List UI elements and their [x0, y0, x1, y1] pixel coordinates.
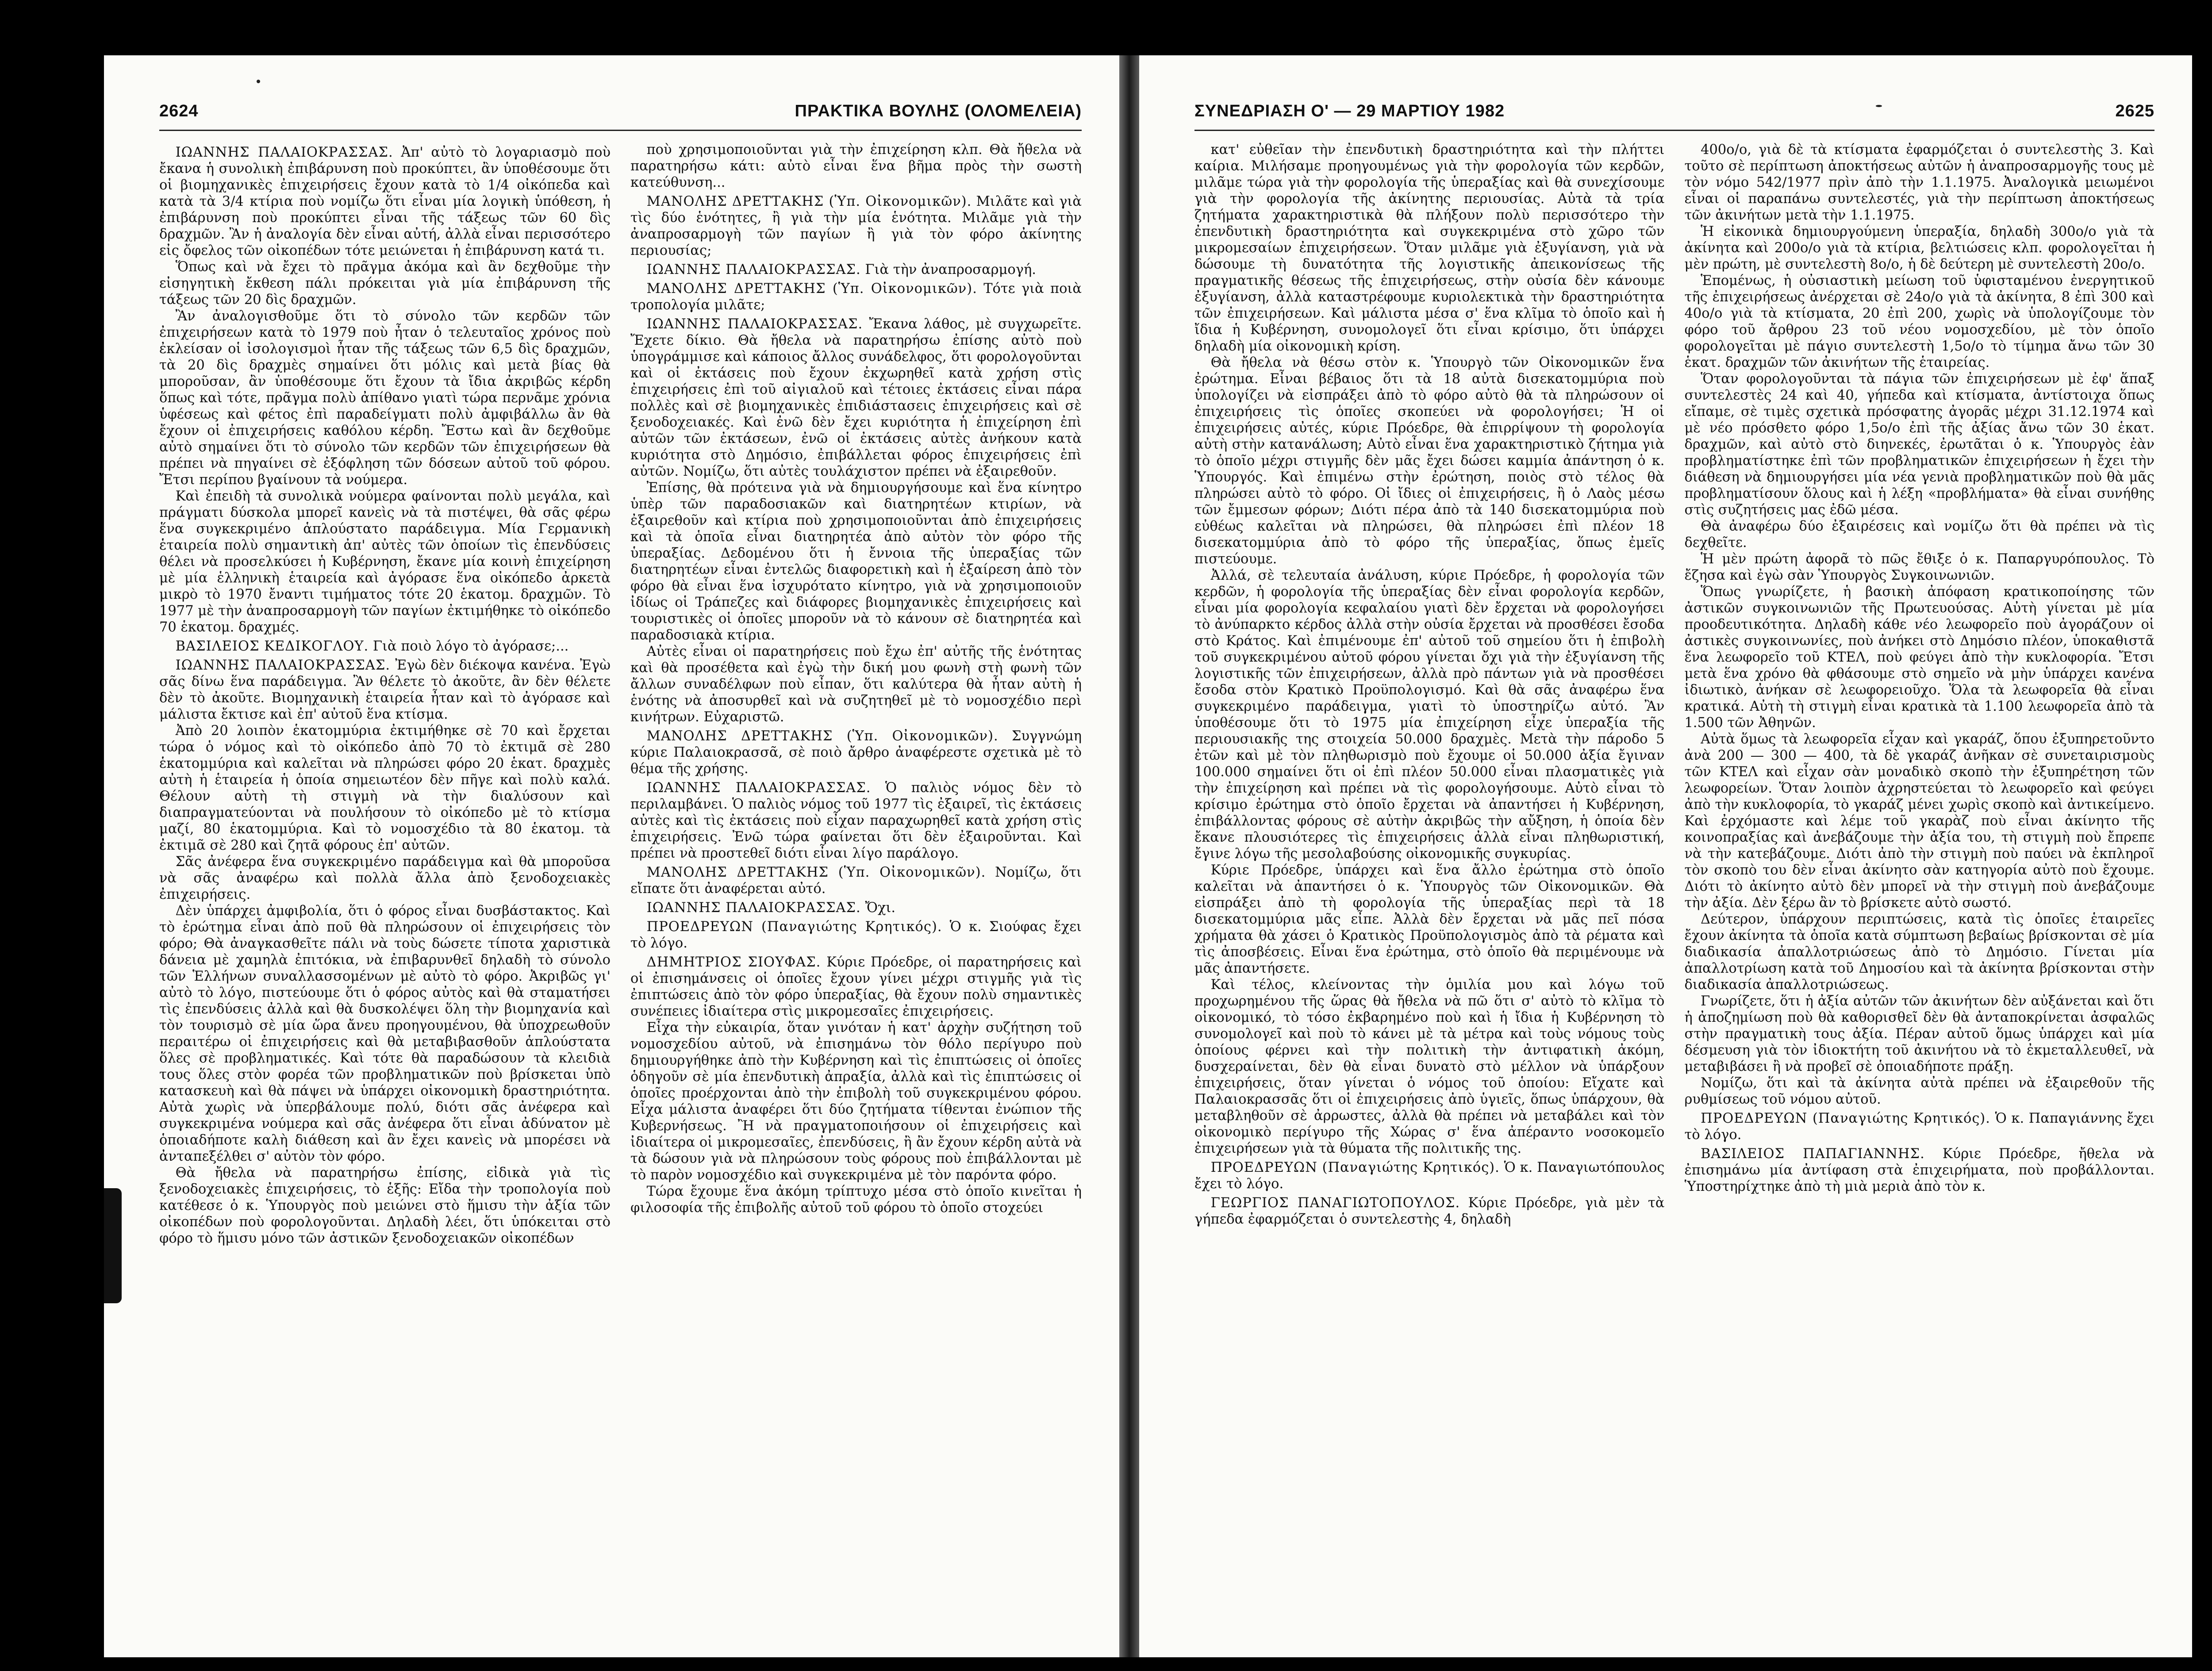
paragraph	[630, 142, 1082, 191]
paragraph-text: Ἂν ἀναλογισθοῦμε ὅτι τὸ σύνολο τῶν κερδῶν τῶν ἐπιχειρήσεων κατὰ τὸ 1979 ποὺ ἦταν ὁ τελευταῖος χρόνος ποὺ ἐκλείσαν οἱ ἰσολογισμοὶ ἦταν τῆς τάξεως τῶν 6,5 δὶς δραχμῶν, τὰ 20 δὶς δραχμὲς σημαίνει ὅτι μόλις καὶ μετὰ βίας θὰ μποροῦσαν, ἂν ὑποθέσουμε ὅτι ἔχουν τὰ ἴδια ἀκριβῶς κέρδη ὅπως καὶ τότε, πρᾶγμα πολὺ ἀπίθανο γιατὶ τώρα περνᾶμε χρόνια ὑφέσεως καὶ φέτος ἐπὶ παραδείγματι πολὺ ἀμφιβάλλω ἂν θὰ ἔχουν οἱ ἐπιχειρήσεις καθόλου κέρδη. Ἔστω καὶ ἂν δεχθοῦμε αὐτὸ σημαίνει ὅτι τὸ σύνολο τῶν κερδῶν τῶν ἐπιχειρήσεων θὰ πρέπει νὰ πηγαίνει σὲ ἐξόφληση τῶν δόσεων αὐτοῦ τοῦ φόρου. Ἔτσι περίπου βγαίνουν τὰ νούμερα.	[159, 308, 611, 488]
column-1	[159, 142, 611, 1617]
paragraph	[1194, 1195, 1665, 1228]
paragraph	[1685, 731, 2155, 911]
paragraph-text: Καὶ ἐπειδὴ τὰ συνολικὰ νούμερα φαίνονται πολὺ μεγάλα, καὶ πράγματι δύσκολα μπορεῖ κανεὶς νὰ τὰ πιστέψει, θὰ σᾶς φέρω ἕνα συγκεκριμένο ἁπλούστατο παράδειγμα. Μία Γερμανικὴ ἑταιρεία πολὺ σημαντικὴ ἀπ' αὐτὲς τῶν ὁποίων τὶς ἐπενδύσεις θέλει νὰ προσελκύσει ἡ Κυβέρνηση, ἔκανε μία κοινὴ ἐπιχείρηση μὲ μία ἑλληνικὴ ἑταιρεία καὶ ἀγόρασε ἕνα οἰκόπεδο ἀρκετὰ μικρὸ τὸ 1970 ἔναντι τιμήματος τότε 20 ἑκατομ. δραχμῶν. Τὸ 1977 μὲ τὴν ἀναπροσαρμογὴ τῶν παγίων ἐκτιμήθηκε τὸ οἰκόπεδο 70 ἑκατομ. δραχμές.	[159, 489, 611, 635]
paragraph	[630, 728, 1082, 777]
paragraph	[1194, 1159, 1665, 1192]
paragraph-text: Ὅπως καὶ νὰ ἔχει τὸ πρᾶγμα ἀκόμα καὶ ἂν δεχθοῦμε τὴν εἰσηγητικὴ ἔκθεση πάλι πρόκειται γιὰ μία ἐπιβάρυνση τῆς τάξεως τῶν 20 δὶς δραχμῶν.	[159, 259, 611, 308]
speaker-name: ΙΩΑΝΝΗΣ ΠΑΛΑΙΟΚΡΑΣΣΑΣ.	[175, 145, 393, 160]
paragraph	[159, 723, 611, 854]
paragraph-text: Γνωρίζετε, ὅτι ἡ ἀξία αὐτῶν τῶν ἀκινήτων δὲν αὐξάνεται καὶ ὅτι ἡ ἀποζημίωση ποὺ θὰ καθορισθεῖ δὲν θὰ ἀνταποκρίνεται ἀσφαλῶς στὴν πραγματικὴ τους ἀξία. Πέραν αὐτοῦ ὅμως ὑπάρχει καὶ μία δέσμευση γιὰ τὸν ἰδιοκτήτη τοῦ ἀκινήτου νὰ τὸ ἐκμεταλλευθεῖ, νὰ μεταβιβάσει ἢ νὰ προβεῖ σὲ ὁποιαδήποτε πράξη.	[1684, 993, 2154, 1074]
paragraph-text: Σᾶς ἀνέφερα ἕνα συγκεκριμένο παράδειγμα καὶ θὰ μποροῦσα νὰ σᾶς ἀναφέρω καὶ πολλὰ ἄλλα ἀπὸ ξενοδοχειακὲς ἐπιχειρήσεις.	[159, 854, 611, 902]
right-page	[1139, 55, 2192, 1657]
paragraph	[1194, 354, 1665, 567]
paragraph	[159, 1165, 611, 1247]
paragraph-text: Γιὰ τὴν ἀναπροσαρμογή.	[865, 262, 1036, 277]
paragraph-text: Ἐγὼ δὲν διέκοψα κανένα. Ἐγὼ σᾶς δίνω ἕνα παράδειγμα. Ἂν θέλετε τὸ ἀκοῦτε, ἂν δὲν θέλετε δὲν τὸ ἀκοῦτε. Βιομηχανικὴ ἑταιρεία ἦταν καὶ τὸ ἀγόρασε καὶ μάλιστα ἔκτισε καὶ ἐπ' αὐτοῦ ἕνα κτίσμα.	[159, 658, 611, 722]
column-2	[630, 142, 1082, 1617]
running-header	[1194, 102, 2154, 128]
paragraph-text: Αὐτὰ ὅμως τὰ λεωφορεῖα εἶχαν καὶ γκαράζ, ὅπου ἐξυπηρετοῦντο ἀνὰ 200 — 300 — 400, τὰ δὲ γκαράζ ἀνῆκαν σὲ συνεταιρισμοὺς τῶν ΚΤΕΛ καὶ εἶχαν σὰν μοναδικὸ σκοπὸ τὴν ἐξυπηρέτηση τῶν λεωφορείων. Ὅταν λοιπὸν ἀχρηστεύεται τὸ λεωφορεῖο καὶ φεύγει ἀπὸ τὴν κυκλοφορία, τὸ γκαράζ μένει χωρὶς σκοπὸ καὶ ἀντικείμενο. Καὶ ἐρχόμαστε καὶ λέμε τοῦ γκαρὰζ ποὺ εἶναι ἀκίνητο τῆς κοινοπραξίας καὶ ἀνεβάζουμε τὴν ἀξία του, τὴ στιγμὴ ποὺ ἔπρεπε νὰ τὴν κατεβάζουμε. Διότι ἀπὸ τὴν στιγμὴ ποὺ παύει νὰ ἐκπληροῖ τὸν σκοπὸ του δὲν εἶναι ἀκίνητο σὰν κατηγορία αὐτὸ ποὺ ἔχουμε. Διότι τὸ ἀκίνητο αὐτὸ δὲν μπορεῖ νὰ τὴν στιγμὴ ποὺ ἀνεβάζουμε τὴν ἀξία. Δὲν ξέρω ἂν τὸ βρίσκετε αὐτὸ σωστό.	[1684, 732, 2154, 911]
paragraph-text: Τώρα ἔχουμε ἕνα ἀκόμη τρίπτυχο μέσα στὸ ὁποῖο κινεῖται ἡ φιλοσοφία τῆς ἐπιβολῆς αὐτοῦ τοῦ φόρου τὸ ὁποῖο στοχεύει	[630, 1184, 1082, 1216]
paragraph	[630, 954, 1082, 1020]
paragraph	[630, 864, 1082, 897]
paragraph-text: Αὐτὲς εἶναι οἱ παρατηρήσεις ποὺ ἔχω ἐπ' αὐτῆς τῆς ἑνότητας καὶ θὰ προσέθετα καὶ ἐγὼ τὴν δική μου φωνὴ στὴ φωνὴ τῶν ἄλλων συναδέλφων ποὺ εἶπαν, ὅτι καλύτερα θὰ ἦταν αὐτὴ ἡ ἑνότης νὰ ἀποσυρθεῖ καὶ νὰ συζητηθεῖ μὲ τὸ νομοσχέδιο περὶ κινήτρων. Εὐχαριστῶ.	[630, 644, 1082, 725]
paragraph-text: Νομίζω, ὅτι εἴπατε ὅτι ἀναφέρεται αὐτό.	[630, 865, 1082, 897]
paragraph-text: Ἡ εἰκονικὰ δημιουργούμενη ὑπεραξία, δηλαδὴ 300ο/ο γιὰ τὰ ἀκίνητα καὶ 200ο/ο γιὰ τὰ κτίρια, βελτιώσεις κλπ. φορολογεῖται ἡ μὲν πρώτη, μὲ συντελεστὴ 8ο/ο, ἡ δὲ δεύτερη μὲ συντελεστὴ 20ο/ο.	[1684, 224, 2154, 272]
speaker-name: ΠΡΟΕΔΡΕΥΩΝ (Παναγιώτης Κρητικός).	[646, 919, 942, 935]
paragraph-text: 400ο/ο, γιὰ δὲ τὰ κτίσματα ἐφαρμόζεται ὁ συντελεστὴς 3. Καὶ τοῦτο σὲ περίπτωση ἀποκτήσεως αὐτῶν ἡ ἀναπροσαρμογῆς τους μὲ τὸν νόμο 542/1977 πρὶν ἀπὸ τὴν 1.1.1975. Ἀναλογικὰ μειωμένοι εἶναι οἱ παραπάνω συντελεστές, γιὰ τὴν περίπτωση ἀποκτήσεως τῶν ἀκινήτων μετὰ τὴν 1.1.1975.	[1684, 142, 2154, 223]
paragraph-text: Ἐπίσης, θὰ πρότεινα γιὰ νὰ δημιουργήσουμε καὶ ἕνα κίνητρο ὑπὲρ τῶν παραδοσιακῶν καὶ διατηρητέων κτιρίων, νὰ ἐξαιρεθοῦν καὶ κτίρια ποὺ χρησιμοποιοῦνται ἀπὸ ἐπιχειρήσεις καὶ τὰ ὁποῖα εἶναι διατηρητέα ἀπὸ αὐτὸν τὸν φόρο τῆς ὑπεραξίας. Δεδομένου ὅτι ἡ ἔννοια τῆς ὑπεραξίας τῶν διατηρητέων εἶναι ἐντελῶς διαφορετικὴ καὶ ἡ ἐξαίρεση ἀπὸ τὸν φόρο θὰ εἶναι ἕνα ἰσχυρότατο κίνητρο, γιὰ νὰ χρησιμοποιοῦν ἰδίως οἱ Τράπεζες καὶ διάφορες βιομηχανικὲς ἐπιχειρήσεις καὶ τουριστικὲς οἱ ὁποῖες μποροῦν νὰ τὸ κάνουν σὲ διατηρητέα καὶ παραδοσιακὰ κτίρια.	[630, 480, 1082, 643]
paragraph-text: Εἶχα τὴν εὐκαιρία, ὅταν γινόταν ἡ κατ' ἀρχὴν συζήτηση τοῦ νομοσχεδίου αὐτοῦ, νὰ ἐπισημάνω τὸν θόλο περίγυρο ποὺ δημιουργήθηκε ἀπὸ τὴν Κυβέρνηση καὶ τὶς ἐπιπτώσεις οἱ ὁποῖες ὁδηγοῦν σὲ μία ἐπενδυτικὴ ἀπραξία, ἀλλὰ καὶ τὶς ἐπιπτώσεις οἱ ὁποῖες προέρχονται ἀπὸ τὴν ἐπιβολὴ τοῦ συγκεκριμένου φόρου. Εἶχα μάλιστα ἀναφέρει ὅτι δύο ζητήματα τίθενται ἐνώπιον τῆς Κυβερνήσεως. Ἢ νὰ πραγματοποιήσουν οἱ ἐπιχειρήσεις καὶ ἰδιαίτερα οἱ μικρομεσαῖες, ἐπενδύσεις, ἢ ἂν ἔχουν κέρδη αὐτὰ νὰ τὰ δώσουν γιὰ νὰ πληρώσουν τοὺς φόρους ποὺ ἐπιβάλλονται μὲ τὸ παρὸν νομοσχέδιο καὶ συγκεκριμένα μὲ τὸν παρόντα φόρο.	[630, 1020, 1082, 1183]
paragraph-text: Κύριε Πρόεδρε, γιὰ μὲν τὰ γήπεδα ἐφαρμόζεται ὁ συντελεστὴς 4, δηλαδὴ	[1194, 1195, 1665, 1227]
speaker-name: ΜΑΝΟΛΗΣ ΔΡΕΤΤΑΚΗΣ (Ὑπ. Οἰκονομικῶν).	[646, 865, 986, 880]
paragraph-text: Θὰ ἀναφέρω δύο ἐξαιρέσεις καὶ νομίζω ὅτι θὰ πρέπει νὰ τὶς δεχθεῖτε.	[1684, 519, 2154, 551]
paragraph	[1194, 977, 1665, 1157]
speaker-name: ΠΡΟΕΔΡΕΥΩΝ (Παναγιώτης Κρητικός).	[1210, 1160, 1500, 1175]
paragraph-text: Καὶ τέλος, κλείνοντας τὴν ὁμιλία μου καὶ λόγω τοῦ προχωρημένου τῆς ὥρας θὰ ἤθελα νὰ πῶ ὅτι σ' αὐτὸ τὸ κλῖμα τὸ οἰκονομικό, τὸ τόσο ἐκβαρημένο ποὺ καὶ ἡ ἴδια ἡ Κυβέρνηση τὸ συνομολογεῖ καὶ ποὺ τὸ κάνει μὲ τὰ μέτρα καὶ τοὺς νόμους τοὺς ὁποίους φέρνει καὶ τὴν πολιτικὴ τὴν ἀντιφατικὴ ἀκόμη, δυσχεραίνεται, δὲν θὰ εἶναι δυνατὸ στὸ μέλλον νὰ ὑπάρξουν ἐπιχειρήσεις, ὅταν γίνεται ὁ νόμος τοῦ ὁποίου: Εἴχατε καὶ Παλαιοκρασσᾶς ὅτι οἱ ἐπιχειρήσεις ἀπὸ ὑγιεῖς, ὅπως ὑπάρχουν, θὰ μεταβληθοῦν σὲ ἀρρωστες, ἀλλὰ θὰ πρέπει νὰ μεταβάλει καὶ τὸν οἰκονομικὸ περίγυρο τῆς Χώρας σ' ἕνα ἀπέραντο νοσοκομεῖο ἐπιχειρήσεων γιὰ τὰ θύματα τῆς πολιτικῆς της.	[1194, 977, 1665, 1156]
paragraph-text: Συγγνώμη κύριε Παλαιοκρασσᾶ, σὲ ποιὸ ἄρθρο ἀναφέρεστε σχετικὰ μὲ τὸ θέμα τῆς χρήσης.	[630, 728, 1082, 777]
speaker-name: ΠΡΟΕΔΡΕΥΩΝ (Παναγιώτης Κρητικός).	[1701, 1111, 1991, 1126]
paragraph	[1685, 223, 2155, 273]
header-rule	[159, 130, 1082, 131]
speaker-name: ΙΩΑΝΝΗΣ ΠΑΛΑΙΟΚΡΑΣΣΑΣ.	[175, 658, 391, 673]
paragraph-text: Γιὰ ποιὸ λόγο τὸ ἀγόρασε;...	[373, 639, 569, 654]
paragraph	[1685, 1110, 2155, 1143]
page-number: 2624	[159, 102, 199, 120]
paragraph	[630, 262, 1082, 278]
paragraph-text: Θὰ ἤθελα νὰ παρατηρήσω ἐπίσης, εἰδικὰ γιὰ τὶς ξενοδοχειακὲς ἐπιχειρήσεις, τὸ ἑξῆς: Εἴδα τὴν τροπολογία ποὺ κατέθεσε ὁ κ. Ὑπουργὸς ποὺ μειώνει στὸ ἥμισυ τὴν ἀξία τῶν οἰκοπέδων ποὺ φορολογοῦνται. Δηλαδὴ λέει, ὅτι ὑπόκειται στὸ φόρο τὸ ἥμισυ μόνο τῶν ἀστικῶν ξενοδοχειακῶν οἰκοπέδων	[159, 1165, 611, 1246]
left-page	[104, 55, 1119, 1657]
paragraph-text: Δὲν ὑπάρχει ἀμφιβολία, ὅτι ὁ φόρος εἶναι δυσβάστακτος. Καὶ τὸ ἐρώτημα εἶναι ἀπὸ ποῦ θὰ πληρώσουν οἱ ἐπιχειρήσεις τὸν φόρο; Θὰ ἀναγκασθεῖτε πάλι νὰ τοὺς δώσετε τίποτα χαριστικὰ δάνεια μὲ χαμηλὰ ἐπιτόκια, νὰ ἐπιβαρυνθεῖ δηλαδὴ τὸ σύνολο τῶν Ἑλλήνων συναλλασσομένων μὲ αὐτὸ τὸ φόρο. Ἀκριβῶς γι' αὐτὸ τὸ λόγο, πιστεύουμε ὅτι ὁ φόρος αὐτὸς καὶ θὰ σταματήσει τὶς ἐπενδύσεις ἀλλὰ καὶ θὰ δυσκολέψει ὅλη τὴν βιομηχανία καὶ τὸν τουρισμὸ σὲ μία ὥρα ἄνευ προηγουμένου, θὰ ὑποχρεωθοῦν περαιτέρω οἱ ἐπιχειρήσεις καὶ θὰ μεταβιβασθοῦν ἁπλούστατα ὅλες σὲ προβληματικές. Καὶ τότε θὰ παραδώσουν τὰ κλειδιὰ τους ὅλες στὸν φορέα τῶν προβληματικῶν ποὺ βρίσκεται ὑπὸ κατασκευὴ καὶ θὰ πάψει νὰ ὑπάρχει οἰκονομικὴ δραστηριότητα. Αὐτὰ χωρὶς νὰ ὑπερβάλουμε πολύ, διότι σᾶς ἀνέφερα καὶ συγκεκριμένα νούμερα καὶ σᾶς ἀνέφερα ὅτι εἶναι ἀδύνατον μὲ ὁποιαδήποτε καλὴ διάθεση καὶ ἂν ἔχει κανεὶς νὰ μπορέσει νὰ ἀνταπεξέλθει σ' αὐτὸν τὸν φόρο.	[159, 903, 611, 1164]
paragraph	[630, 900, 1082, 916]
paragraph	[159, 854, 611, 903]
speaker-name: ΙΩΑΝΝΗΣ ΠΑΛΑΙΟΚΡΑΣΣΑΣ.	[646, 780, 871, 796]
binding-tab	[104, 1188, 122, 1303]
paragraph-text: Ὅπως γνωρίζετε, ἡ βασικὴ ἀπόφαση κρατικοποίησης τῶν ἀστικῶν συγκοινωνιῶν τῆς Πρωτευούσας. Αὐτὴ γίνεται μὲ μία προοδευτικότητα. Δηλαδὴ κάθε νέο λεωφορεῖο ποὺ ἀγοράζουν οἱ ἀστικὲς συγκοινωνίες, ποὺ ἀνήκει στὸ Δημόσιο πλέον, ὑποκαθιστᾶ ἕνα λεωφορεῖο τοῦ ΚΤΕΛ, ποὺ φεύγει ἀπὸ τὴν κυκλοφορία. Ἔτσι μετὰ ἕνα χρόνο θὰ φθάσουμε στὸ σημεῖο νὰ μὴν ὑπάρχει κανένα ἰδιωτικὸ, ἀνήκαν σὲ λεωφορειοῦχο. Ὅλα τὰ λεωφορεῖα θὰ εἶναι κρατικά. Αὐτὴ τὴ στιγμὴ εἶναι κρατικὰ τὰ 1.100 λεωφορεῖα ἀπὸ τὰ 1.500 τῶν Ἀθηνῶν.	[1684, 584, 2154, 731]
paragraph-text: Ἀπ' αὐτὸ τὸ λογαριασμὸ ποὺ ἔκανα ἡ συνολικὴ ἐπιβάρυνση ποὺ προκύπτει, ἂν ὑποθέσουμε ὅτι οἱ βιομηχανικὲς ἐπιχειρήσεις ἔχουν κατὰ τὸ 1/4 οἰκόπεδα καὶ κατὰ τὰ 3/4 κτίρια ποὺ νομίζω ὅτι εἶναι μία λογικὴ ὑπόθεση, ἡ ἐπιβάρυνση ποὺ προκύπτει εἶναι τῆς τάξεως τῶν 60 δὶς δραχμῶν. Ἂν ἡ ἀναλογία δὲν εἶναι αὐτή, ἀλλὰ εἶναι περισσότερο εἰς ὄφελος τῶν οἰκοπέδων τότε μειώνεται ἡ ἐπιβάρυνση κατά τι.	[159, 145, 611, 258]
paragraph	[159, 308, 611, 488]
speaker-name: ΒΑΣΙΛΕΙΟΣ ΚΕΔΙΚΟΓΛΟΥ.	[175, 639, 369, 654]
paragraph-text: Κύριε Πρόεδρε, ἤθελα νὰ ἐπισημάνω μία ἀντίφαση στὰ ἐπιχειρήματα, ποὺ προβάλλονται. Ὑποστηρίχτηκε ἀπὸ τὴ μιὰ μεριὰ ἀπὸ τὸν κ.	[1684, 1146, 2154, 1194]
speaker-name: ΜΑΝΟΛΗΣ ΔΡΕΤΤΑΚΗΣ (Ὑπ. Οἰκονομικῶν).	[646, 281, 977, 296]
speaker-name: ΙΩΑΝΝΗΣ ΠΑΛΑΙΟΚΡΑΣΣΑΣ.	[646, 900, 861, 916]
paragraph-text: Ἑπομένως, ἡ οὐσιαστικὴ μείωση τοῦ ὑφισταμένου ἐνεργητικοῦ τῆς ἐπιχειρήσεως ἀνέρχεται σὲ 24ο/ο γιὰ τὰ ἀκίνητα, 8 ἐπὶ 300 καὶ 40ο/ο γιὰ τὰ κτίσματα, 20 ἐπὶ 200, χωρὶς νὰ ὑπολογίζουμε τὸν φόρο τοῦ ἄρθρου 23 τοῦ νέου νομοσχεδίου, μὲ τὸν ὁποῖο φορολογεῖται μὲ πάγιο συντελεστὴ 1,5ο/ο τὸ τίμημα ἄνω τῶν 30 ἑκατ. δραχμῶν τῶν ἀκινήτων τῆς ἑταιρείας.	[1684, 273, 2154, 370]
paragraph	[159, 259, 611, 308]
paragraph	[159, 903, 611, 1165]
paragraph	[1685, 1146, 2155, 1195]
speaker-name: ΙΩΑΝΝΗΣ ΠΑΛΑΙΟΚΡΑΣΣΑΣ.	[646, 262, 861, 277]
paragraph-text: ποὺ χρησιμοποιοῦνται γιὰ τὴν ἐπιχείρηση κλπ. Θὰ ἤθελα νὰ παρατηρήσω κάτι: αὐτὸ εἶναι ἕνα βῆμα πρὸς τὴν σωστὴ κατεύθυνση...	[630, 142, 1082, 190]
paragraph-text: Τότε γιὰ ποιὰ τροπολογία μιλᾶτε;	[630, 281, 1082, 313]
speaker-name: ΜΑΝΟΛΗΣ ΔΡΕΤΤΑΚΗΣ (Ὑπ. Οἰκονομικῶν).	[646, 728, 998, 744]
paragraph-text: Ὄχι.	[865, 900, 896, 916]
paragraph-text: Κύριε Πρόεδρε, οἱ παρατηρήσεις καὶ οἱ ἐπισημάνσεις οἱ ὁποῖες ἔχουν γίνει μέχρι στιγμῆς γιὰ τὶς ἐπιπτώσεις ἀπὸ τὸν φόρο ὑπεραξίας, θὰ ἔχουν πολὺ σημαντικὲς συνέπειες ἰδιαίτερα στὶς μικρομεσαῖες ἐπιχειρήσεις.	[630, 955, 1082, 1019]
column-2	[1685, 142, 2155, 1617]
speaker-name: ΙΩΑΝΝΗΣ ΠΑΛΑΙΟΚΡΑΣΣΑΣ.	[646, 316, 863, 332]
paragraph	[630, 780, 1082, 862]
paragraph	[1685, 584, 2155, 731]
paragraph-text: Θὰ ἤθελα νὰ θέσω στὸν κ. Ὑπουργὸ τῶν Οἰκονομικῶν ἕνα ἐρώτημα. Εἶναι βέβαιος ὅτι τὰ 18 αὐτὰ δισεκατομμύρια ποὺ ὑπολογίζει νὰ εἰσπράξει ἀπὸ τὸ φόρο αὐτὸ θὰ τὰ πληρώσουν οἱ ἐπιχειρήσεις τὶς ὁποῖες σκοπεύει νὰ φορολογήσει; Ἡ οἱ ἐπιχειρήσεις αὐτές, κύριε Πρόεδρε, θὰ ἐπιρρίψουν τὴ φορολογία αὐτὴ στὴν κατανάλωση; Αὐτὸ εἶναι ἕνα χαρακτηριστικὸ ζήτημα γιὰ τὸ ὁποῖο μέχρι στιγμῆς δὲν μᾶς ἔχει δώσει καμμία ἀπάντηση ὁ κ. Ὑπουργός. Καὶ ἐπιμένω στὴν ἐρώτηση, ποιὸς στὸ τέλος θὰ πληρώσει αὐτὸ τὸ φόρο. Οἱ ἴδιες οἱ ἐπιχειρήσεις, ἢ ὁ Λαὸς μέσω τῶν ἔμμεσων φόρων; Διότι πέρα ἀπὸ τὰ 140 δισεκατομμύρια ποὺ εὐθέως καλεῖται νὰ πληρώσει, θὰ πληρώσει ἐπὶ πλέον 18 δισεκατομμύρια ἀπὸ τὸ φόρο τῆς ὑπεραξίας, ὅπως ἐμεῖς πιστεύουμε.	[1194, 355, 1665, 567]
paragraph	[1194, 862, 1665, 977]
header-rule	[1194, 130, 2154, 131]
paragraph	[1194, 567, 1665, 862]
paragraph	[159, 488, 611, 635]
paragraph-text: κατ' εὐθεῖαν τὴν ἐπενδυτικὴ δραστηριότητα καὶ τὴν πλήττει καίρια. Μιλήσαμε προηγουμένως γιὰ τὴν φορολογία τῶν κερδῶν, μιλᾶμε τώρα γιὰ τὴν φορολογία τῆς ὑπεραξίας καὶ θὰ συνεχίσουμε γιὰ τὴν φορολογία τῆς ἀκίνητης περιουσίας. Αὐτὰ τὰ τρία ζητήματα χαρακτηριστικὰ θὰ πλήξουν πολὺ περισσότερο τὴν ἐπενδυτικὴ δραστηριότητα καὶ συγκεκριμένα στὸ χῶρο τῶν μικρομεσαίων ἐπιχειρήσεων. Ὅταν μιλᾶμε γιὰ ἐξυγίανση, γιὰ νὰ δώσουμε τὴ δυνατότητα τῆς λογιστικῆς ἀπεικονίσεως τῆς πραγματικῆς θέσεως τῆς ἐπιχειρήσεως, στὴν οὐσία δὲν κάνουμε ἐξυγίανση, ἀλλὰ καταστρέφουμε κυριολεκτικὰ τὴν δραστηριότητα τῶν ἐπιχειρήσεων. Καὶ μάλιστα μέσα σ' ἕνα κλῖμα τὸ ὁποῖο καὶ ἡ ἴδια ἡ Κυβέρνηση, συνομολογεῖ ὅτι εἶναι κρίσιμο, ὅτι ὑπάρχει δηλαδὴ μία οἰκονομικὴ κρίση.	[1194, 142, 1665, 354]
paragraph	[630, 919, 1082, 951]
paragraph	[630, 643, 1082, 725]
paragraph	[1685, 371, 2155, 518]
paragraph	[630, 480, 1082, 643]
paragraph	[1685, 551, 2155, 584]
paragraph-text: Ἡ μὲν πρώτη ἀφορᾶ τὸ πῶς ἔθιξε ὁ κ. Παπαργυρόπουλος. Τὸ ἔζησα καὶ ἐγὼ σὰν Ὑπουργὸς Συγκοινωνιῶν.	[1684, 551, 2154, 583]
paragraph	[159, 657, 611, 723]
book-gutter	[1119, 55, 1139, 1657]
speaker-name: ΓΕΩΡΓΙΟΣ ΠΑΝΑΓΙΩΤΟΠΟΥΛΟΣ.	[1210, 1195, 1460, 1211]
paragraph	[1685, 911, 2155, 993]
paragraph-text: Ἀπὸ 20 λοιπὸν ἑκατομμύρια ἐκτιμήθηκε σὲ 70 καὶ ἔρχεται τώρα ὁ νόμος καὶ τὸ οἰκόπεδο ἀπὸ 70 τὸ ἐκτιμᾶ σὲ 280 ἑκατομμύρια καὶ καλεῖται νὰ πληρώσει φόρο 20 ἑκατ. δραχμὲς αὐτὴ ἡ ἑταιρεία ἡ ὁποία σημειωτέον δὲν πῆγε καὶ πολὺ καλά. Θέλουν αὐτὴ τὴ στιγμὴ νὰ τὴν διαλύσουν καὶ διαπραγματεύονται νὰ πουλήσουν τὸ οἰκόπεδο μὲ τὸ κτίσμα μαζί, 80 ἑκατομμύρια. Καὶ τὸ νομοσχέδιο τὰ 80 ἑκατομ. τὰ ἐκτιμᾶ σὲ 280 καὶ ζητᾶ φόρους ἐπ' αὐτῶν.	[159, 723, 611, 853]
paragraph-text: Νομίζω, ὅτι καὶ τὰ ἀκίνητα αὐτὰ πρέπει νὰ ἐξαιρεθοῦν τῆς ρυθμίσεως τοῦ νόμου αὐτοῦ.	[1684, 1075, 2154, 1107]
paragraph	[1685, 993, 2155, 1075]
header-title: ΣΥΝΕΔΡΙΑΣΗ Ο' — 29 ΜΑΡΤΙΟΥ 1982	[1194, 102, 1505, 120]
column-1	[1194, 142, 1665, 1617]
paragraph	[1685, 142, 2155, 223]
paragraph-text: Ὅταν φορολογοῦνται τὰ πάγια τῶν ἐπιχειρήσεων μὲ ἐφ' ἅπαξ συντελεστὲς 24 καὶ 40, γήπεδα καὶ κτίσματα, ἀντίστοιχα ὅπως εἴπαμε, σὲ τιμὲς σχετικὰ πρόσφατης ἀγορᾶς μέχρι 31.12.1974 καὶ μὲ νέο πρόσθετο φόρο 1,5ο/ο ἐπὶ τῆς ἀξίας ἄνω τῶν 30 ἑκατ. δραχμῶν, καὶ αὐτὸ στὸ διηνεκές, ἐρωτᾶται ὁ κ. Ὑπουργὸς ἐὰν προβληματίστηκε ἐπὶ τῶν προβληματικῶν ἐπιχειρήσεων ἡ ἔχει τὴν διάθεση νὰ δημιουργήσει μία νέα γενιὰ προβληματικῶν ποὺ θὰ μᾶς προβληματίσουν ὅλους καὶ ἡ λέξη «προβλήματα» θὰ εἶναι συνήθης στὶς συζητήσεις μας ἐδῶ μέσα.	[1684, 371, 2154, 518]
page-number: 2625	[2115, 102, 2154, 120]
paragraph	[630, 1183, 1082, 1216]
paragraph-text: Ὁ κ. Παναγιωτόπουλος ἔχει τὸ λόγο.	[1194, 1160, 1665, 1192]
text-columns	[1194, 142, 2154, 1617]
paragraph	[630, 1020, 1082, 1183]
paragraph-text: Μιλᾶτε καὶ γιὰ τὶς δύο ἑνότητες, ἢ γιὰ τὴν μία ἑνότητα. Μιλᾶμε γιὰ τὴν ἀναπροσαρμογὴ τῶν παγίων ἢ γιὰ τὸν φόρο ἀκίνητης περιουσίας;	[630, 194, 1082, 258]
paragraph-text: Δεύτερον, ὑπάρχουν περιπτώσεις, κατὰ τὶς ὁποῖες ἑταιρεῖες ἔχουν ἀκίνητα τὰ ὁποῖα κατὰ σύμπτωση βεβαίως βρίσκονται σὲ μία διαδικασία ἀπαλλοτριώσεως ἀπὸ τὸ Δημόσιο. Γίνεται μία ἀπαλλοτρίωση κατὰ τοῦ Δημοσίου καὶ τὰ ἀκίνητα βρίσκονται στὴν διαδικασία ἀπαλλοτριώσεως.	[1684, 912, 2154, 993]
paragraph-text: Ἔκανα λάθος, μὲ συγχωρεῖτε. Ἔχετε δίκιο. Θὰ ἤθελα νὰ παρατηρήσω ἐπίσης αὐτὸ ποὺ ὑπογράμμισε καὶ κάποιος ἄλλος συνάδελφος, ὅτι φορολογοῦνται καὶ οἱ ἐκτάσεις ποὺ ἔχουν ἐκχωρηθεῖ κατὰ χρήση στὶς ἐπιχειρήσεις ἐπὶ τοῦ αἰγιαλοῦ καὶ τέτοιες ἐκτάσεις εἶναι πάρα πολλὲς καὶ σὲ βιομηχανικὲς ἐπιδιάστασεις ἐπιχειρήσεις καὶ σὲ ξενοδοχειακές. Καὶ ἐνῶ δὲν ἔχει κυριότητα ἡ ἐπιχείρηση ἐπὶ αὐτῶν τῶν ἐκτάσεων, ἐνῶ οἱ ἐκτάσεις αὐτὲς ἀνήκουν κατὰ κυριότητα στὸ Δημόσιο, ἐπιβάλλεται φόρος ἐπιχειρήσεις ἐπὶ αὐτῶν. Νομίζω, ὅτι αὐτὲς τουλάχιστον πρέπει νὰ ἐξαιρεθοῦν.	[630, 316, 1082, 479]
paragraph	[1194, 142, 1665, 354]
paragraph	[1685, 518, 2155, 551]
running-header	[159, 102, 1082, 128]
paragraph	[159, 638, 611, 655]
speaker-name: ΔΗΜΗΤΡΙΟΣ ΣΙΟΥΦΑΣ.	[646, 955, 821, 970]
speaker-name: ΒΑΣΙΛΕΙΟΣ ΠΑΠΑΓΙΑΝΝΗΣ.	[1701, 1146, 1925, 1162]
paragraph	[630, 193, 1082, 259]
paragraph-text: Ὁ κ. Παπαγιάννης ἔχει τὸ λόγο.	[1684, 1111, 2154, 1143]
speaker-name: ΜΑΝΟΛΗΣ ΔΡΕΤΤΑΚΗΣ (Ὑπ. Οἰκονομικῶν).	[646, 194, 972, 209]
paragraph	[1685, 1075, 2155, 1108]
paragraph-text: Ὁ παλιὸς νόμος δὲν τὸ περιλαμβάνει. Ὁ παλιὸς νόμος τοῦ 1977 τὶς ἐξαιρεῖ, τὶς ἐκτάσεις αὐτὲς καὶ τὶς ἐκτάσεις ποὺ εἶχαν παραχωρηθεῖ κατὰ χρήση στὶς ἐπιχειρήσεις. Ἐνῶ τώρα φαίνεται ὅτι δὲν ἐξαιροῦνται. Καὶ πρέπει νὰ προστεθεῖ διότι εἶναι λίγο παράλογο.	[630, 780, 1082, 861]
paragraph	[1685, 273, 2155, 371]
paragraph	[630, 316, 1082, 480]
paragraph	[630, 281, 1082, 313]
paragraph	[159, 144, 611, 259]
paragraph-text: Κύριε Πρόεδρε, ὑπάρχει καὶ ἕνα ἄλλο ἐρώτημα στὸ ὁποῖο καλεῖται νὰ ἀπαντήσει ὁ κ. Ὑπουργὸς τῶν Οἰκονομικῶν. Θὰ εἰσπράξει ἀπὸ τὴ φορολογία τῆς ὑπεραξίας περὶ τὰ 18 δισεκατομμύρια μᾶς εἶπε. Ἀλλὰ δὲν ἔρχεται νὰ μᾶς πεῖ πόσα χρήματα θὰ χάσει ὁ Κρατικὸς Προϋπολογισμὸς ἀπὸ τὰ ρέματα καὶ τὶς ἀποσβέσεις. Εἶναι ἕνα ἐρώτημα, στὸ ὁποῖο θὰ περιμένουμε νὰ μᾶς ἀπαντήσετε.	[1194, 862, 1665, 976]
text-columns	[159, 142, 1082, 1617]
paragraph-text: Ὁ κ. Σιούφας ἔχει τὸ λόγο.	[630, 919, 1082, 951]
header-title: ΠΡΑΚΤΙΚΑ ΒΟΥΛΗΣ (ΟΛΟΜΕΛΕΙΑ)	[795, 102, 1082, 120]
ink-speck	[257, 80, 260, 83]
paragraph-text: Ἀλλά, σὲ τελευταία ἀνάλυση, κύριε Πρόεδρε, ἡ φορολογία τῶν κερδῶν, ἡ φορολογία τῆς ὑπεραξίας δὲν εἶναι φορολογία κερδῶν, εἶναι μία φορολογία κεφαλαίου γιατὶ δὲν ἔρχεται νὰ φορολογήσει τὸ ἀνύπαρκτο κέρδος ἀλλὰ στὴν οὐσία ἔρχεται νὰ προσθέσει ἔσοδα στὸ Κράτος. Καὶ ἐπιμένουμε ἐπ' αὐτοῦ τοῦ σημείου ὅτι ἡ ἐπιβολὴ τοῦ συγκεκριμένου αὐτοῦ φόρου γίνεται ὄχι γιὰ τὴν ἐξυγίανση τῆς λογιστικῆς τῶν ἐπιχειρήσεων, ἀλλὰ πρὸ πάντων γιὰ νὰ προσθέσει ἔσοδα στὸν Κρατικὸ Προϋπολογισμό. Καὶ θὰ σᾶς ἀναφέρω ἕνα συγκεκριμένο παράδειγμα, γιατὶ τὸ ὑποστηρίζω αὐτό. Ἂν ὑποθέσουμε ὅτι τὸ 1975 μία ἐπιχείρηση εἶχε ὑπεραξία τῆς περιουσιακῆς της στοιχεία 50.000 δραχμὲς. Μετὰ τὴν πάροδο 5 ἐτῶν καὶ μὲ τὸν πληθωρισμὸ ποὺ ἔχουμε οἱ 50.000 ἀξία ἔγιναν 100.000 σημαίνει ὅτι οἱ ἐπὶ πλέον 50.000 εἶναι πλασματικὲς γιὰ τὴν ἐπιχείρηση καὶ πρέπει νὰ τὶς φορολογήσουμε. Αὐτὸ εἶναι τὸ κρίσιμο ἐρώτημα στὸ ὁποῖο ἔρχεται νὰ ἀπαντήσει ἡ Κυβέρνηση, ἐπιβάλλοντας φόρους σὲ αὐτὴν ἀκριβῶς τὴν αὔξηση, ἡ ὁποία δὲν ἔκανε πλουσιότερες τὶς ἐπιχειρήσεις ἀλλὰ εἶναι πληθωριστική, ἔγινε λόγω τῆς μεσολαβούσης οἰκονομικῆς συγκυρίας.	[1194, 568, 1665, 862]
